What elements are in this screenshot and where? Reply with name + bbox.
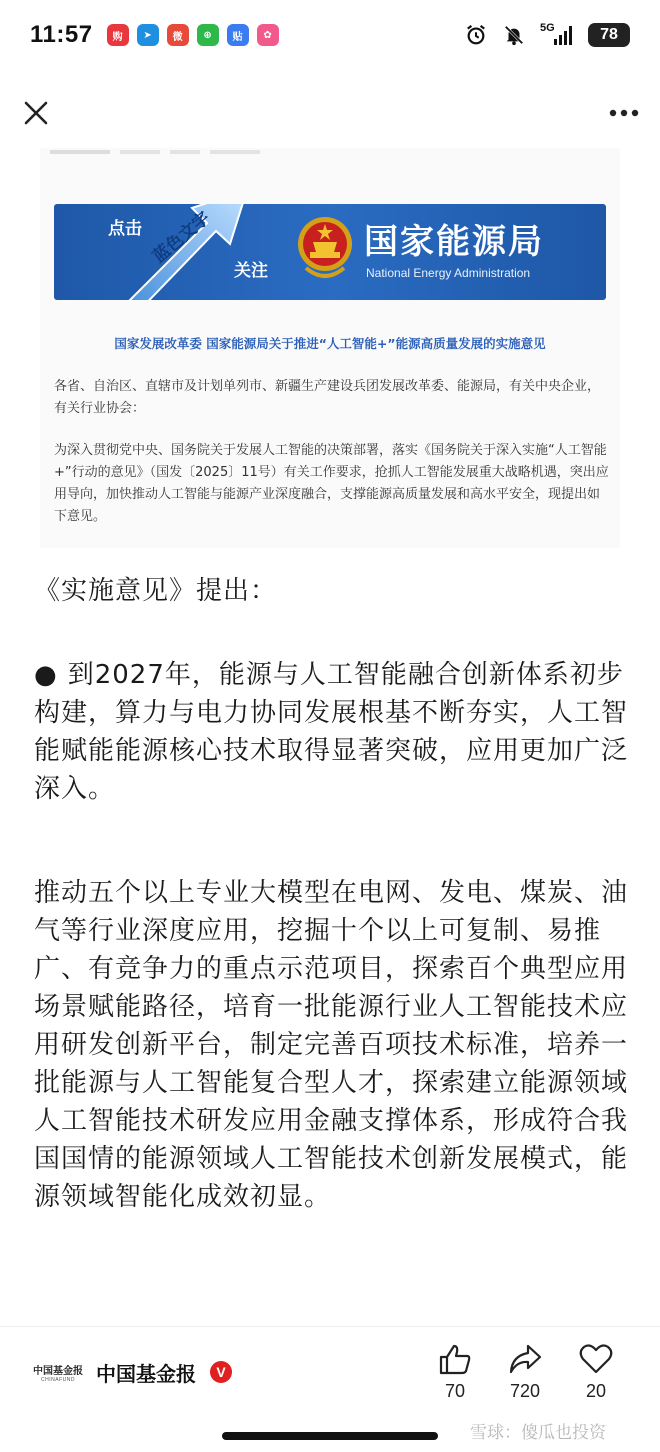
cropped-text-remnant [50,148,350,158]
verified-badge: V [210,1361,232,1383]
top-nav [0,80,660,146]
close-icon [22,99,50,127]
close-button[interactable] [18,95,54,131]
bullet-text: 到2027年，能源与人工智能融合创新体系初步构建，算力与电力协同发展根基不断夯实，人工智能赋能能源核心技术取得显著突破，应用更加广泛深入。 [34,660,629,804]
like-count: 70 [444,1381,466,1401]
share-count: 720 [509,1381,541,1401]
thumbs-up-icon [438,1343,472,1375]
bureau-title: 国家能源局 [364,222,544,262]
status-time: 11:57 [30,21,93,48]
app-icon-3: 微 [167,24,189,46]
bullet-marker: ● [34,660,58,690]
xueqiu-watermark: 雪球：傻瓜也投资 [470,1423,606,1443]
home-indicator[interactable] [222,1432,438,1440]
author-logo [34,1357,82,1387]
more-dots-icon [608,108,640,118]
mute-bell-icon [502,23,526,47]
app-icon-2: ➤ [137,24,159,46]
network-type-label: 5G [540,22,555,34]
favorite-button[interactable] [561,1343,631,1402]
status-bar [0,0,660,70]
banner-click-label: 点击 [108,219,142,239]
battery-indicator: 78 [588,23,630,47]
app-icon-6: ✿ [257,24,279,46]
body-bullet-paragraph [34,656,630,808]
share-arrow-icon [508,1343,542,1375]
heart-icon [579,1343,613,1375]
document-addressee: 各省、自治区、直辖市及计划单列市、新疆生产建设兵团发展改革委、能源局，有关中央企业，有关行业协会： [54,379,601,416]
banner-blue-text-label: 蓝色文字 [149,208,215,268]
article-image [40,148,620,548]
author-logo-en: CHINAFUND [41,1376,75,1383]
author-name: 中国基金报 [96,1361,196,1386]
bureau-english-name: National Energy Administration [366,266,531,280]
app-icon-5: 贴 [227,24,249,46]
system-status [464,23,630,47]
notification-app-icons [107,24,279,46]
share-button[interactable] [490,1343,560,1402]
energy-bureau-banner [54,204,606,300]
like-button[interactable] [420,1343,490,1402]
favorite-count: 20 [585,1381,607,1401]
author-info[interactable] [34,1357,232,1387]
alarm-icon [464,23,488,47]
app-icon-1: 购 [107,24,129,46]
cellular-signal-icon [540,23,574,47]
body-lead: 《实施意见》提出： [34,576,278,606]
more-options-button[interactable] [606,95,642,131]
app-icon-4: ⊕ [197,24,219,46]
body-paragraph: 推动五个以上专业大模型在电网、发电、煤炭、油气等行业深度应用，挖掘十个以上可复制、易推广、有竞争力的重点示范项目，探索百个典型应用场景赋能路径，培育一批能源行业人工智能技术应用研发创新平台，制定完善百项技术标准，培养一批能源与人工智能复合型人才，探索建立能源领域人工智能技术研发应用金融支撑体系，形成符合我国国情的能源领域人工智能技术创新发展模式，能源领域智能化成效初显。 [34,878,629,1212]
author-logo-cn: 中国基金报 [33,1365,83,1377]
national-emblem-icon [296,212,354,284]
document-intro: 为深入贯彻党中央、国务院关于发展人工智能的决策部署，落实《国务院关于深入实施“人工智能+”行动的意见》（国发〔2025〕11号）有关工作要求，抢抓人工智能发展重大战略机遇，突出应用导向，加快推动人工智能与能源产业深度融合，支撑能源高质量发展和高水平安全，现提出如下意见。 [54,443,609,524]
banner-follow-label: 关注 [234,261,268,281]
document-title: 国家发展改革委 国家能源局关于推进“人工智能+”能源高质量发展的实施意见 [114,336,546,351]
